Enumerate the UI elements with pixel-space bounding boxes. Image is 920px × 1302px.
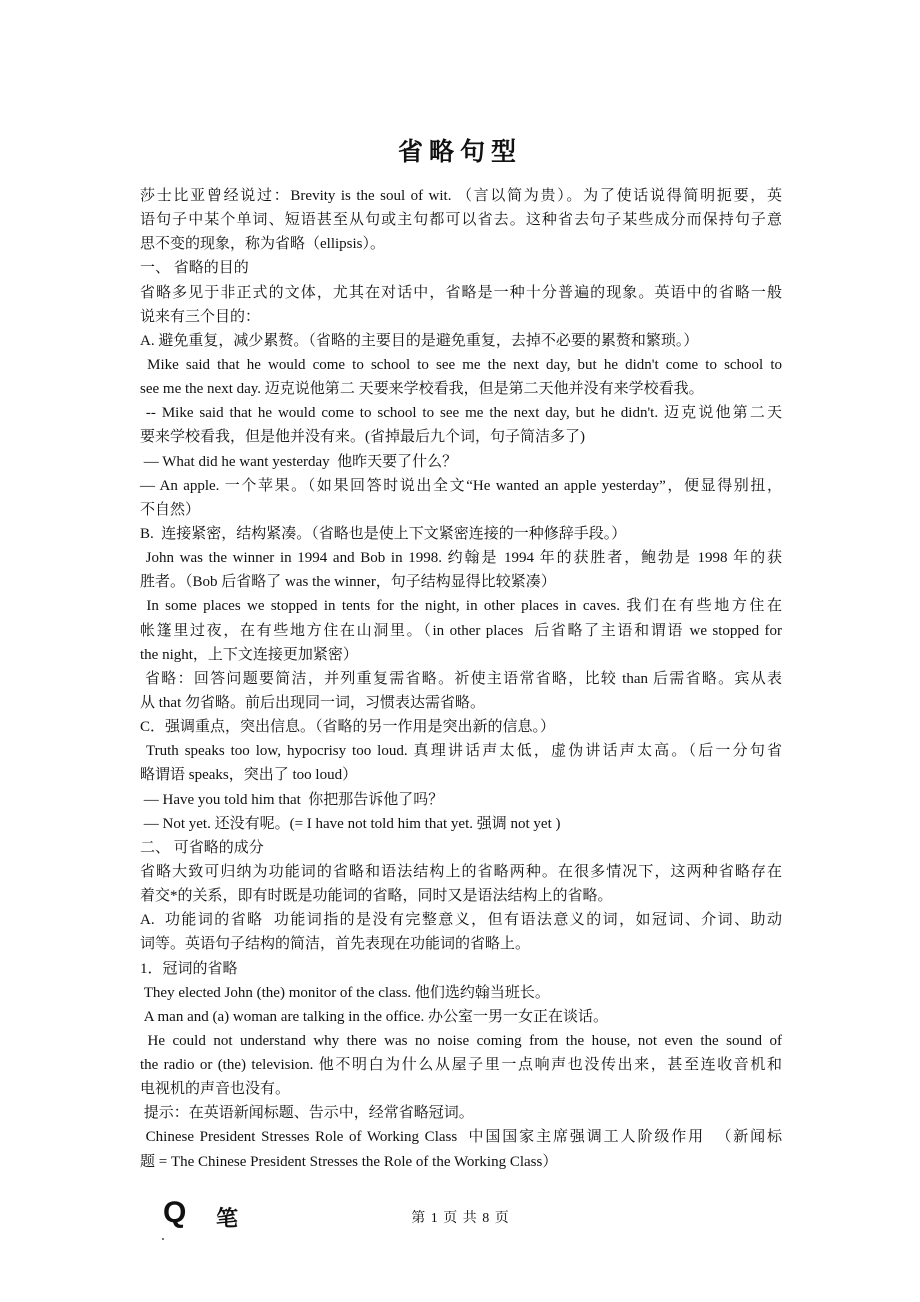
text-line: In some places we stopped in tents for the night, in other places in caves. 我们在有些地方住在 [140,598,782,615]
text-line: 着交*的关系，即有时既是功能词的省略，同时又是语法结构上的省略。 [140,888,613,905]
text-line: John was the winner in 1994 and Bob in 1998. 约翰是 1994 年的获胜者，鲍勃是 1998 年的获 [140,550,782,567]
text-line: Mike said that he would come to school to see me the next day, but he didn't come to school to [140,356,782,373]
text-line: A. 功能词的省略 功能词指的是没有完整意义，但有语法意义的词，如冠词、介词、助动 [140,912,782,929]
text-line: 1．冠词的省略 [140,960,238,977]
text-line: 帐篷里过夜，在有些地方住在山洞里。（in other places 后省略了主语和谓语 we stopped for [140,622,782,639]
logo-q-icon: Q [163,1196,187,1229]
text-line: the night，上下文连接更加紧密） [140,646,358,663]
text-line: 语句子中某个单词、短语甚至从句或主句都可以省去。这种省去句子某些成分而保持句子意 [140,212,782,229]
text-line: see me the next day. 迈克说他第二 天要来学校看我，但是第二天他并没有来学校看我。 [140,381,704,398]
text-line: -- Mike said that he would come to school to see me the next day, but he didn't. 迈克说他第二天 [140,405,783,422]
text-line: — Have you told him that 你把那告诉他了吗？ [140,791,444,808]
logo-pen-text: 笔 [216,1206,239,1231]
text-line: 不自然） [140,501,201,518]
text-line: 电视机的声音也没有。 [140,1081,291,1098]
text-line: 一、 省略的目的 [140,260,249,277]
document-body [140,184,782,1174]
text-line: 二、 可省略的成分 [140,839,264,856]
decorative-dot [162,1238,164,1240]
text-line: 胜者。（Bob 后省略了 was the winner，句子结构显得比较紧凑） [140,574,556,591]
text-line: the radio or (the) television. 他不明白为什么从屋子里一点响声也没传出来，甚至连收音机和 [140,1057,782,1074]
text-line: 提示：在英语新闻标题、告示中，经常省略冠词。 [140,1105,474,1122]
text-line: 略谓语 speaks，突出了 too loud） [140,767,358,784]
text-line: They elected John (the) monitor of the class. 他们选约翰当班长。 [140,984,550,1001]
text-line: B. 连接紧密，结构紧凑。（省略也是使上下文紧密连接的一种修辞手段。） [140,525,627,542]
text-line: A man and (a) woman are talking in the office. 办公室一男一女正在谈话。 [140,1008,608,1025]
text-line: 莎士比亚曾经说过：Brevity is the soul of wit. （言以简为贵）。为了使话说得简明扼要，英 [140,188,782,204]
text-line: He could not understand why there was no noise coming from the house, not even the sound of [140,1032,783,1049]
text-line: 省略大致可归纳为功能词的省略和语法结构上的省略两种。在很多情况下，这两种省略存在 [140,863,782,880]
page-number: 第 1 页 共 8 页 [411,1211,509,1226]
text-line: C．强调重点，突出信息。（省略的另一作用是突出新的信息。） [140,719,556,736]
text-line: Truth speaks too low, hypocrisy too loud. 真理讲话声太低，虚伪讲话声太高。（后一分句省 [140,743,783,760]
text-line: 从 that 勿省略。前后出现同一词，习惯表达需省略。 [140,694,485,711]
text-line: — What did he want yesterday 他昨天要了什么？ [140,453,458,470]
text-line: 思不变的现象，称为省略（ellipsis）。 [140,236,386,253]
text-line: Chinese President Stresses Role of Working Class 中国国家主席强调工人阶级作用 （新闻标 [140,1129,783,1146]
text-line: 省略：回答问题要简洁，并列重复需省略。祈使主语常省略，比较 than 后需省略。宾从表 [140,670,782,687]
text-line: — Not yet. 还没有呢。(= I have not told him that yet. 强调 not yet ) [140,815,561,832]
text-line: A. 避免重复，减少累赘。（省略的主要目的是避免重复，去掉不必要的累赘和繁琐。） [140,332,699,349]
text-line: 省略多见于非正式的文体，尤其在对话中，省略是一种十分普遍的现象。英语中的省略一般 [140,284,782,301]
document-title: 省略句型 [397,139,522,166]
text-line: 要来学校看我，但是他并没有来。(省掉最后九个词，句子简洁多了) [140,429,585,446]
text-line: — An apple. 一个苹果。（如果回答时说出全文“He wanted an apple yesterday”，便显得别扭， [140,477,782,494]
text-line: 题 = The Chinese President Stresses the Role of the Working Class） [140,1153,558,1170]
text-line: 说来有三个目的： [140,308,261,325]
text-line: 词等。英语句子结构的简洁，首先表现在功能词的省略上。 [140,936,531,953]
